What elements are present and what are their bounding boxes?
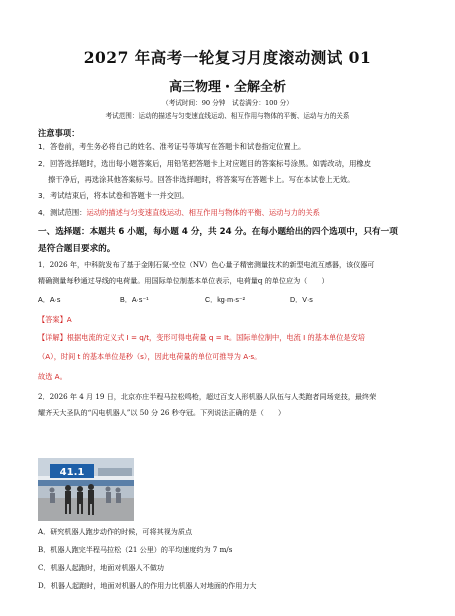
q1-stem-line-2: 精确测量每秒通过导线的电荷量。用国际单位制基本单位表示，电荷量q 的单位应为（ ） xyxy=(38,276,329,285)
q1-stem-line-1: 1．2026 年，中科院发布了基于金刚石氮-空位（NV）色心量子精密测量技术的新型电流互感器，该仪器可 xyxy=(38,260,375,269)
q2-stem-line-1: 2．2026 年 4 月 19 日，北京亦庄半程马拉松鸣枪，超过百支人形机器人队伍与人类跑者同场竞技，最终荣 xyxy=(38,392,377,401)
notice-scope-value: 运动的描述与匀变速直线运动、相互作用与物体的平衡、运动与力的关系 xyxy=(86,208,320,217)
page-title: 2027 年高考一轮复习月度滚动测试 01 xyxy=(83,48,372,67)
notice-item-4 xyxy=(38,208,320,218)
notice-heading: 注意事项： xyxy=(38,128,80,138)
notice-scope-label: 4．测试范围： xyxy=(38,208,87,217)
q1-detail-line-1: 【详解】根据电流的定义式 I = q/t，变形可得电荷量 q = It。国际单位制中，电流 I 的基本单位是安培 xyxy=(38,333,365,342)
q2-option-a: A．研究机器人跑步动作的时候，可将其视为质点 xyxy=(38,527,193,536)
q1-option-a: A．A·s xyxy=(38,296,61,304)
exam-scope: 考试范围：运动的描述与匀变速直线运动、相互作用与物体的平衡、运动与力的关系 xyxy=(105,112,350,120)
q2-option-c: C．机器人起跑时，地面对机器人不做功 xyxy=(38,563,165,572)
q2-option-d: D．机器人起跑时，地面对机器人的作用力比机器人对地面的作用力大 xyxy=(38,581,257,590)
q2-stem-line-2: 耀齐天大圣队的“闪电机器人”以 50 分 26 秒夺冠。下列说法正确的是（ ） xyxy=(38,408,286,417)
section-1-line-1: 一、选择题：本题共 6 小题，每小题 4 分，共 24 分。在每小题给出的四个选项中，只有一项 xyxy=(38,227,398,237)
exam-meta: （考试时间：90 分钟 试卷满分：100 分） xyxy=(162,99,293,107)
q1-detail-line-3: 故选 A。 xyxy=(38,372,67,381)
page-subtitle: 高三物理・全解全析 xyxy=(168,80,286,95)
notice-item-2: 2．回答选择题时，选出每小题答案后，用铅笔把答题卡上对应题目的答案标号涂黑。如需改动，用橡皮 xyxy=(38,159,371,168)
marathon-robot-photo xyxy=(38,458,134,521)
q1-option-d: D．V·s xyxy=(290,296,313,304)
notice-item-2-cont: 擦干净后，再选涂其他答案标号。回答非选择题时，将答案写在答题卡上。写在本试卷上无效。 xyxy=(48,175,355,184)
q1-detail-line-2: （A），时间 t 的基本单位是秒（s），因此电荷量的单位可推导为 A·s。 xyxy=(38,352,262,361)
marathon-photo-illustration xyxy=(38,458,134,521)
notice-item-3: 3．考试结束后，将本试卷和答题卡一并交回。 xyxy=(38,191,189,200)
q1-option-b: B．A·s⁻¹ xyxy=(120,296,149,304)
notice-item-1: 1．答卷前，考生务必将自己的姓名、准考证号等填写在答题卡和试卷指定位置上。 xyxy=(38,142,306,151)
section-1-line-2: 是符合题目要求的。 xyxy=(38,244,116,254)
q2-option-b: B．机器人跑完半程马拉松（21 公里）的平均速度约为 7 m/s xyxy=(38,545,233,554)
q1-answer: 【答案】A xyxy=(38,315,72,324)
q1-option-c: C．kg·m·s⁻² xyxy=(205,296,245,304)
race-clock-sign: 41.1 xyxy=(59,467,85,478)
